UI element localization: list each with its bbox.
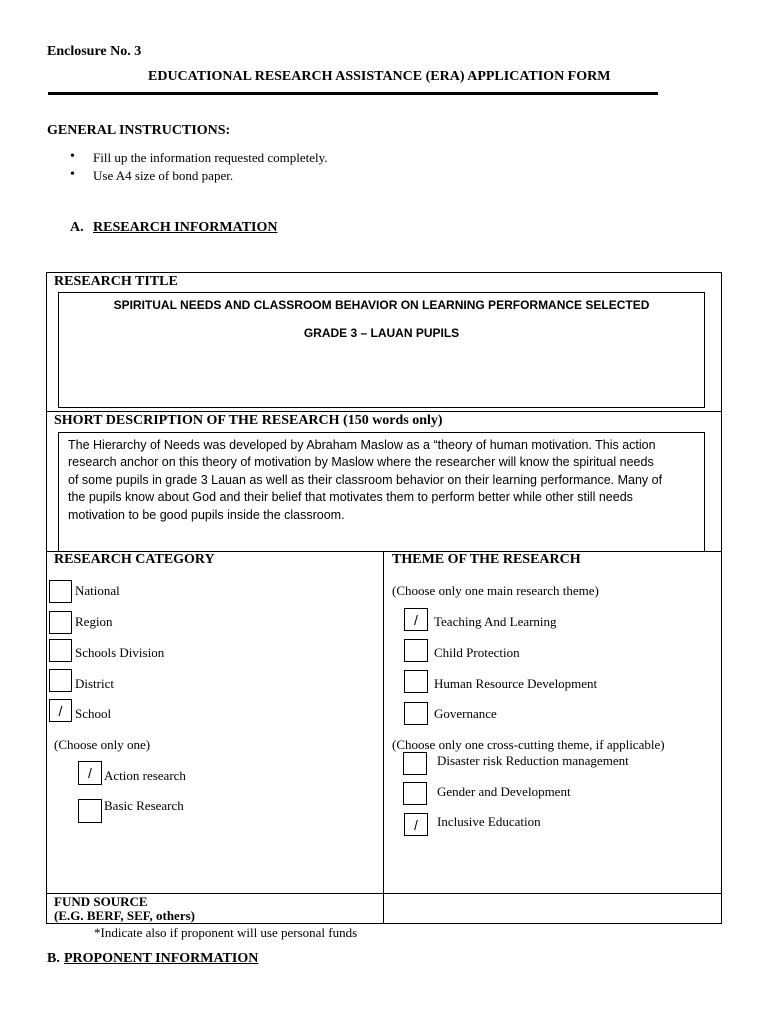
- description-line: the pupils know about God and their belief that motivates them to perform better while other still needs: [68, 490, 633, 504]
- section-a-title: RESEARCH INFORMATION: [93, 220, 278, 235]
- category-option-label: National: [75, 583, 120, 598]
- checkbox-disaster-risk-reduction[interactable]: [403, 752, 427, 775]
- instructions-heading: GENERAL INSTRUCTIONS:: [47, 123, 231, 138]
- theme-option-label: Governance: [434, 706, 497, 721]
- theme-option-label: Child Protection: [434, 645, 520, 660]
- checkbox-district[interactable]: [49, 669, 72, 692]
- checkbox-action-research[interactable]: /: [78, 761, 102, 785]
- theme-cross-note: (Choose only one cross-cutting theme, if applicable): [392, 737, 665, 752]
- theme-option-label: Human Resource Development: [434, 676, 598, 691]
- research-type-label: Action research: [104, 768, 186, 783]
- category-option-label: School: [75, 706, 112, 721]
- bullet-icon: •: [70, 167, 75, 182]
- theme-option-label: Inclusive Education: [437, 814, 541, 829]
- checkbox-gender-and-development[interactable]: [403, 782, 427, 805]
- category-option-label: District: [75, 676, 114, 691]
- short-description-label: SHORT DESCRIPTION OF THE RESEARCH (150 words only): [54, 413, 443, 428]
- fund-source-sublabel: (E.G. BERF, SEF, others): [54, 908, 195, 923]
- column-divider: [383, 551, 384, 924]
- checkbox-national[interactable]: [49, 580, 72, 603]
- fund-source-field[interactable]: [386, 896, 718, 922]
- section-a-letter: A.: [70, 220, 84, 235]
- checkbox-region[interactable]: [49, 611, 72, 634]
- bullet-icon: •: [70, 149, 75, 164]
- section-b-letter: B.: [47, 951, 60, 966]
- research-type-label: Basic Research: [104, 798, 184, 813]
- category-option-label: Region: [75, 614, 113, 629]
- checkbox-human-resource-development[interactable]: [404, 670, 428, 693]
- checkbox-school[interactable]: /: [49, 699, 72, 722]
- fund-source-note: *Indicate also if proponent will use personal funds: [94, 925, 358, 940]
- fund-source-label: FUND SOURCE: [54, 894, 148, 909]
- description-line: research anchor on this theory of motivation by Maslow where the researcher will know the spiritual needs: [68, 455, 654, 469]
- theme-option-label: Teaching And Learning: [434, 614, 557, 629]
- description-line: The Hierarchy of Needs was developed by Abraham Maslow as a “theory of human motivation. This action: [68, 438, 656, 452]
- category-option-label: Schools Division: [75, 645, 165, 660]
- research-category-label: RESEARCH CATEGORY: [54, 552, 215, 567]
- description-line: of some pupils in grade 3 Lauan as well as their classroom behavior on their learning performance. Many of: [68, 473, 663, 487]
- research-title-label: RESEARCH TITLE: [54, 274, 178, 289]
- checkbox-basic-research[interactable]: [78, 799, 102, 823]
- title-rule: [48, 92, 658, 95]
- form-title: EDUCATIONAL RESEARCH ASSISTANCE (ERA) APPLICATION FORM: [148, 69, 611, 84]
- description-line: motivation to be good pupils inside the classroom.: [68, 508, 345, 522]
- theme-option-label: Gender and Development: [437, 784, 571, 799]
- section-b-title: PROPONENT INFORMATION: [64, 951, 259, 966]
- checkbox-schools-division[interactable]: [49, 639, 72, 662]
- checkbox-child-protection[interactable]: [404, 639, 428, 662]
- research-title-text: GRADE 3 – LAUAN PUPILS: [303, 326, 460, 340]
- checkbox-teaching-and-learning[interactable]: /: [404, 608, 428, 631]
- theme-main-note: (Choose only one main research theme): [392, 583, 599, 598]
- row-divider: [46, 411, 722, 412]
- instruction-item: Fill up the information requested completely.: [93, 150, 328, 165]
- checkbox-inclusive-education[interactable]: /: [404, 813, 428, 836]
- theme-option-label: Disaster risk Reduction management: [437, 753, 629, 768]
- choose-only-one-note: (Choose only one): [54, 737, 151, 752]
- theme-label: THEME OF THE RESEARCH: [392, 552, 581, 567]
- instruction-item: Use A4 size of bond paper.: [93, 168, 234, 183]
- checkbox-governance[interactable]: [404, 702, 428, 725]
- research-title-text: SPIRITUAL NEEDS AND CLASSROOM BEHAVIOR ON LEARNING PERFORMANCE SELECTED: [113, 298, 650, 312]
- enclosure-label: Enclosure No. 3: [47, 44, 142, 59]
